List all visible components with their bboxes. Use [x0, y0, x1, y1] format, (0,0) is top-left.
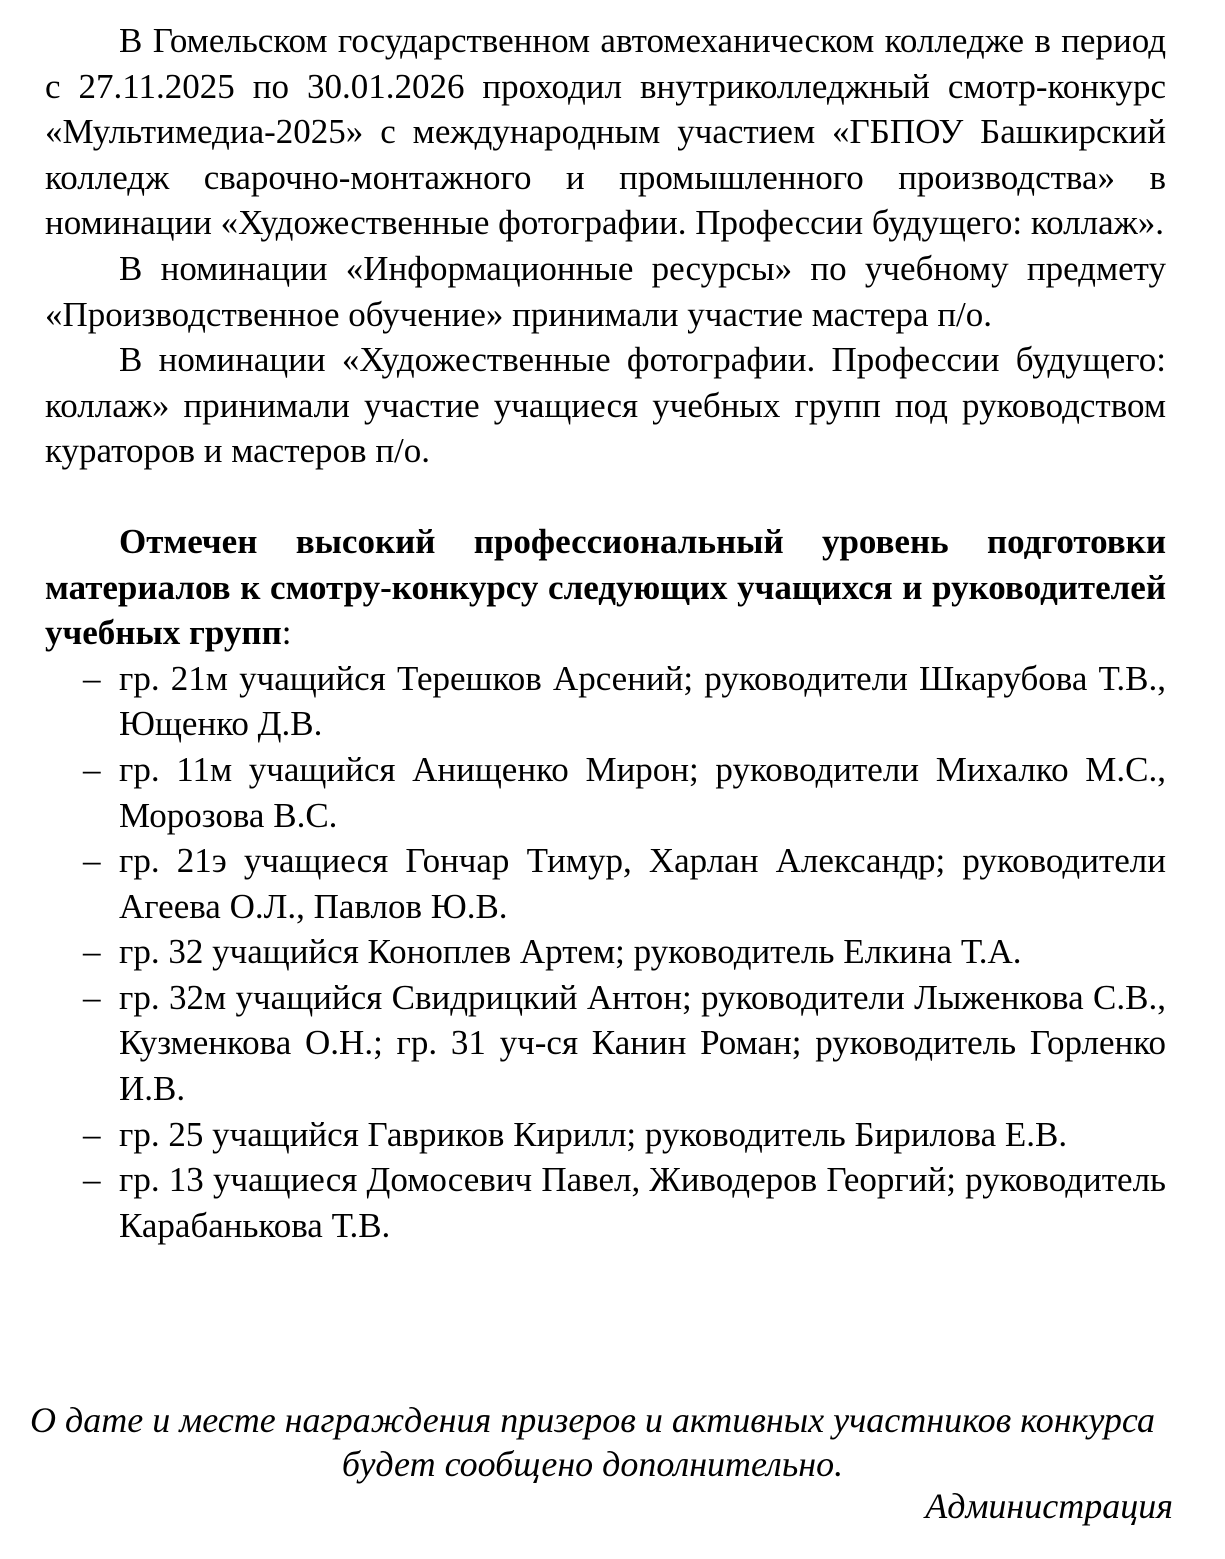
list-item-text: гр. 11м учащийся Анищенко Мирон; руководители Михалко М.С., Морозова В.С. [119, 749, 1166, 835]
document-body [45, 18, 1166, 1248]
intro-paragraph-3: В номинации «Художественные фотографии. Профессии будущего: коллаж» принимали участие учащиеся учебных групп под руководством кураторов и мастеров п/о. [45, 340, 1166, 471]
list-item-text: гр. 21м учащийся Терешков Арсений; руководители Шкарубова Т.В., Ющенко Д.В. [119, 658, 1166, 744]
list-dash: – [83, 841, 101, 881]
list-item [45, 929, 1166, 975]
list-item [45, 1112, 1166, 1158]
list-dash: – [83, 749, 101, 789]
list-dash: – [83, 1114, 101, 1154]
list-dash: – [83, 1160, 101, 1200]
footer-note: О дате и месте награждения призеров и активных участников конкурса будет сообщено дополнительно. [30, 1400, 1155, 1484]
spacer [45, 474, 1166, 519]
list-item [45, 747, 1166, 838]
list-item-text: гр. 21э учащиеся Гончар Тимур, Харлан Александр; руководители Агеева О.Л., Павлов Ю.В. [119, 841, 1166, 926]
list-dash: – [83, 932, 101, 972]
signature: Администрация [925, 1486, 1173, 1526]
list-item [45, 1157, 1166, 1248]
list-item-text: гр. 32м учащийся Свидрицкий Антон; руководители Лыженкова С.В., Кузменкова О.Н.; гр. 31 уч-ся Канин Роман; руководитель Горленко И.В. [119, 977, 1166, 1109]
highlight-suffix: : [281, 613, 292, 653]
awardees-list [45, 656, 1166, 1249]
list-item [45, 838, 1166, 929]
list-item-text: гр. 13 учащиеся Домосевич Павел, Живодеров Георгий; руководитель Карабанькова Т.В. [119, 1160, 1166, 1245]
highlight-paragraph [45, 519, 1166, 656]
list-dash: – [83, 658, 101, 698]
list-item [45, 656, 1166, 747]
list-dash: – [83, 977, 101, 1017]
list-item-text: гр. 32 учащийся Коноплев Артем; руководитель Елкина Т.А. [119, 932, 1022, 972]
list-item [45, 975, 1166, 1112]
intro-paragraph-1: В Гомельском государственном автомеханическом колледже в период с 27.11.2025 по 30.01.2026 проходил внутриколледжный смотр-конкурс «Мультимедиа-2025» с международным участием «ГБПОУ Башкирский колледж сварочно-монтажного и промышленного производства» в номинации «Художественные фотографии. Профессии будущего: коллаж». [45, 21, 1166, 243]
highlight-bold-text: Отмечен высокий профессиональный уровень подготовки материалов к смотру-конкурсу следующих учащихся и руководителей учебных групп [45, 521, 1166, 653]
intro-paragraph-2: В номинации «Информационные ресурсы» по учебному предмету «Производственное обучение» принимали участие мастера п/о. [45, 248, 1166, 334]
list-item-text: гр. 25 учащийся Гавриков Кирилл; руководитель Бирилова Е.В. [119, 1114, 1068, 1154]
